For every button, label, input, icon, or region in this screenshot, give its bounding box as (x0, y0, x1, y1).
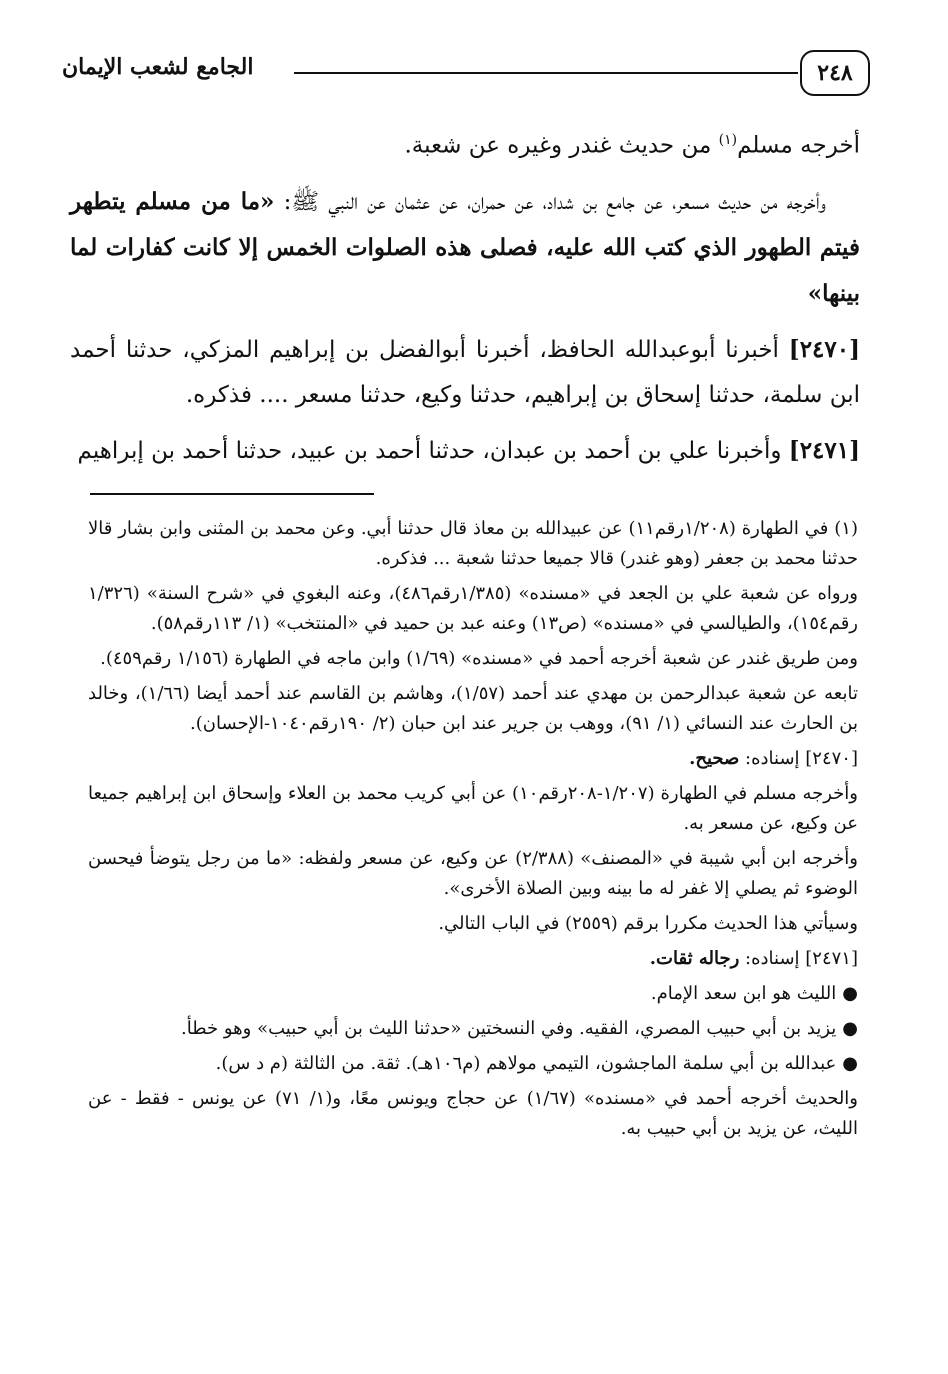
grade-value: صحيح. (689, 748, 740, 769)
grade-value: رجاله ثقات. (649, 948, 740, 969)
footnote: ومن طريق غندر عن شعبة أخرجه أحمد في «مسنده» (١/٦٩) وابن ماجه في الطهارة (١/١٥٦ رقم٤٥٩). (100, 648, 858, 669)
grade-label: إسناده: (739, 948, 806, 969)
paragraph-hadith (70, 179, 860, 317)
page-number: ٢٤٨ (800, 50, 870, 96)
isnad-grade-2470 (88, 744, 858, 774)
paragraph-text: وأخرجه من حديث مسعر، عن جامع بن شداد، عن حمران، عن عثمان عن النبي ﷺ: (274, 188, 826, 215)
bullet-text: يزيد بن أبي حبيب المصري، الفقيه. وفي النسختين «حدثنا الليث بن أبي حبيب» وهو خطأ. (181, 1018, 837, 1039)
footnote: والحديث أخرجه أحمد في «مسنده» (١/٦٧) عن حجاج ويونس معًا، و(١/ ٧١) عن يونس - فقط - عن الليث، عن يزيد بن أبي حبيب به. (88, 1088, 858, 1139)
footnote: وسيأتي هذا الحديث مكررا برقم (٢٥٥٩) في الباب التالي. (438, 913, 858, 934)
footnote: وأخرجه ابن أبي شيبة في «المصنف» (٢/٣٨٨) عن وكيع، عن مسعر ولفظه: «ما من رجل يتوضأ فيحسن الوضوء ثم يصلي إلا غفر له ما بينه وبين الصلاة الأخرى». (88, 848, 858, 899)
grade-number: [٢٤٧١] (805, 948, 858, 969)
header-rule (294, 72, 798, 74)
hadith-text: «ما من مسلم يتطهر فيتم الطهور الذي كتب الله عليه، فصلى هذه الصلوات الخمس إلا كانت كفارات لما بينها» (70, 187, 860, 307)
main-text (70, 118, 860, 484)
narration-number: [٢٤٧١] (788, 436, 860, 464)
footnotes (88, 514, 858, 1149)
footnote: تابعه عن شعبة عبدالرحمن بن مهدي عند أحمد (١/٥٧)، وهاشم بن القاسم عند أحمد أيضا (١/٦٦)، وخالد بن الحارث عند النسائي (١/ ٩١)، ووهب بن جرير عند ابن حبان (٢/ ١٩٠رقم١٠٤٠-الإحسان). (88, 683, 858, 734)
narrator-bullet (88, 1014, 858, 1044)
narration-2470 (70, 327, 860, 418)
paragraph-muslim (70, 118, 860, 169)
bullet-icon: ● (842, 983, 858, 1004)
narration-text: أخبرنا أبوعبدالله الحافظ، أخبرنا أبوالفضل بن إبراهيم المزكي، حدثنا أحمد ابن سلمة، حدثنا إسحاق بن إبراهيم، حدثنا وكيع، حدثنا مسعر .... فذكره. (70, 336, 860, 408)
narration-number: [٢٤٧٠] (788, 335, 860, 363)
grade-label: إسناده: (739, 748, 806, 769)
narration-text: وأخبرنا علي بن أحمد بن عبدان، حدثنا أحمد بن عبيد، حدثنا أحمد بن إبراهيم (77, 437, 789, 464)
bullet-icon: ● (842, 1018, 858, 1039)
paragraph-text: أخرجه مسلم (737, 132, 860, 159)
bullet-icon: ● (842, 1053, 858, 1074)
book-title: الجامع لشعب الإيمان (62, 54, 254, 80)
footnote-divider (90, 493, 374, 495)
narration-2471 (70, 428, 860, 474)
footnote: (١) في الطهارة (١/٢٠٨رقم١١) عن عبيدالله بن معاذ قال حدثنا أبي. وعن محمد بن المثنى وابن بشار قالا حدثنا محمد بن جعفر (وهو غندر) قالا جميعا حدثنا شعبة ... فذكره. (88, 518, 858, 569)
grade-number: [٢٤٧٠] (805, 748, 858, 769)
bullet-text: الليث هو ابن سعد الإمام. (650, 983, 837, 1004)
bullet-text: عبدالله بن أبي سلمة الماجشون، التيمي مولاهم (م١٠٦هـ). ثقة. من الثالثة (م د س). (215, 1053, 837, 1074)
isnad-grade-2471 (88, 944, 858, 974)
footnote: ورواه عن شعبة علي بن الجعد في «مسنده» (١/٣٨٥رقم٤٨٦)، وعنه البغوي في «شرح السنة» (١/٣٢٦ رقم١٥٤)، والطيالسي في «مسنده» (ص١٣) وعنه عبد بن حميد في «المنتخب» (١/ ١١٣رقم٥٨). (88, 583, 858, 634)
narrator-bullet (88, 1049, 858, 1079)
page-header (62, 48, 870, 102)
narrator-bullet (88, 979, 858, 1009)
footnote-ref: (١) (718, 132, 738, 148)
footnote: وأخرجه مسلم في الطهارة (١/٢٠٧-٢٠٨رقم١٠) عن أبي كريب محمد بن العلاء وإسحاق ابن إبراهيم جميعا عن وكيع، عن مسعر به. (88, 783, 859, 834)
paragraph-text: من حديث غندر وغيره عن شعبة. (404, 132, 719, 159)
